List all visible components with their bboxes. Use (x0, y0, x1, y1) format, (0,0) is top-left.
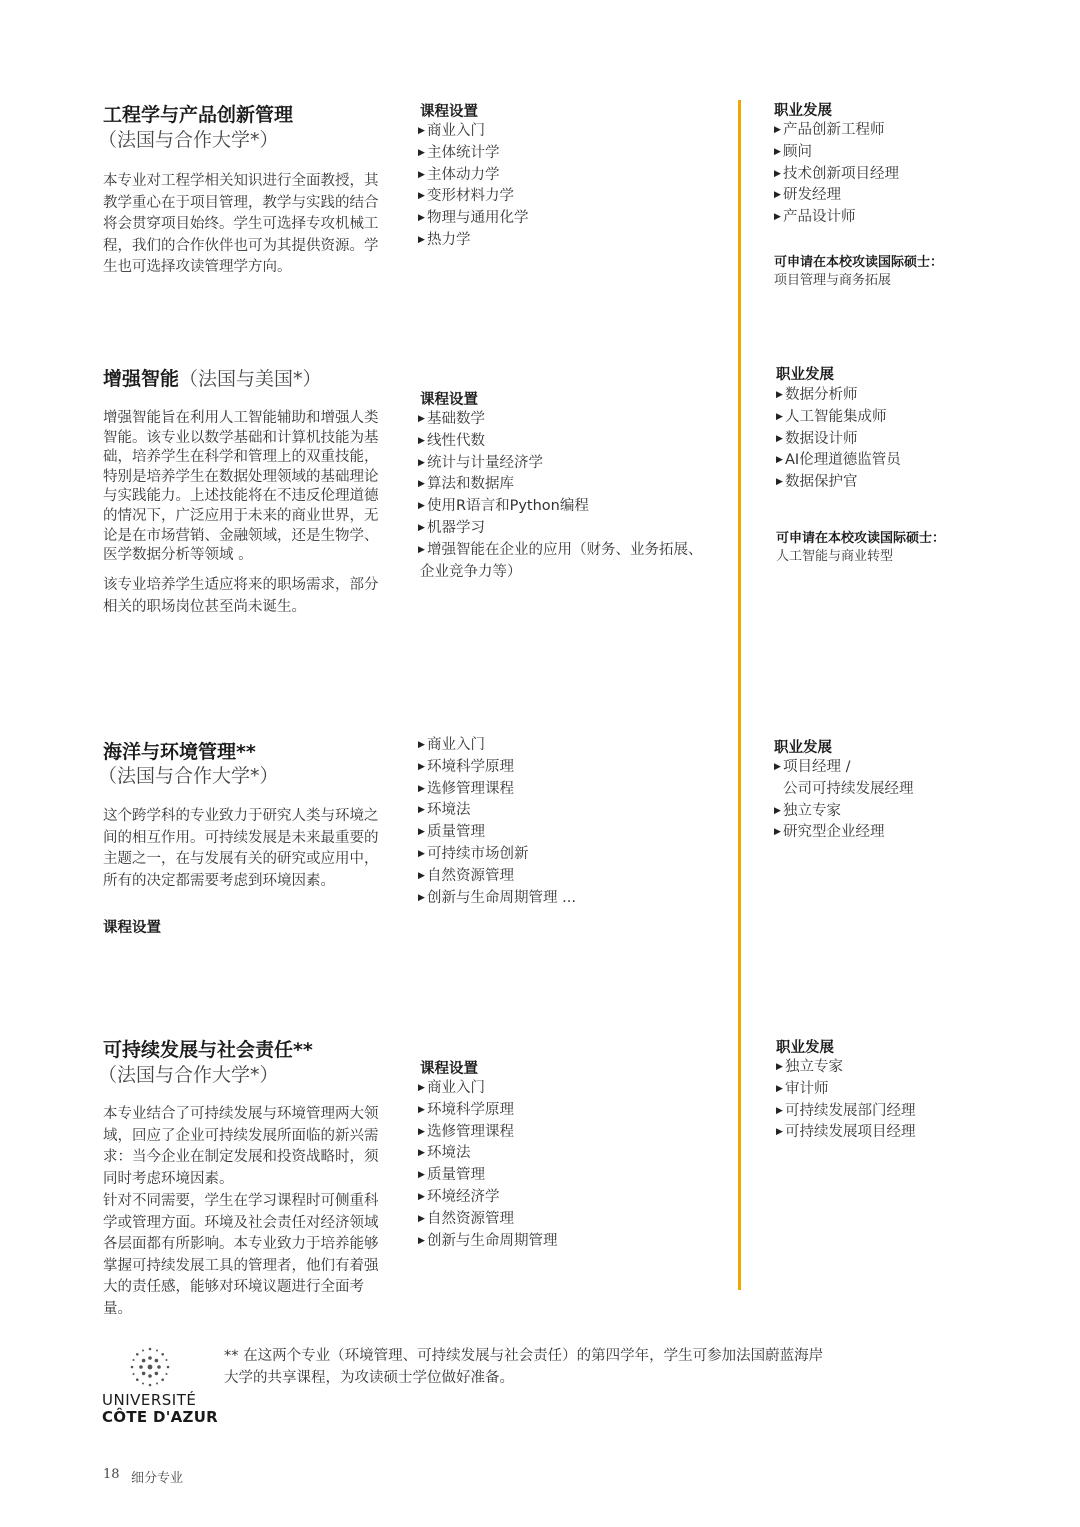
list-item: ▶ 质量管理 (418, 822, 576, 844)
list-item: ▶ 项目经理 / (774, 757, 914, 779)
triangle-bullet-icon: ▶ (418, 544, 425, 555)
vertical-divider (738, 100, 741, 1290)
triangle-bullet-icon: ▶ (776, 390, 783, 400)
section2-courses-list (418, 409, 703, 583)
list-item: ▶ 质量管理 (418, 1165, 558, 1187)
triangle-bullet-icon: ▶ (418, 1170, 425, 1181)
section4-description: 本专业结合了可持续发展与环境管理两大领域，回应了企业可持续发展所面临的新兴需求：当今企业在制定发展和投资战略时，须同时考虑环境因素。 (103, 1106, 379, 1187)
section1-master-header: 可申请在本校攻读国际硕士： (774, 255, 944, 270)
list-item: ▶ 使用R语言和Python编程 (418, 496, 703, 518)
triangle-bullet-icon: ▶ (776, 455, 783, 466)
section3-courses-list (418, 735, 576, 909)
section4-description-2: 针对不同需要，学生在学习课程时可侧重科学或管理方面。环境及社会责任对经济领域各层面都有所影响。本专业致力于培养能够掌握可持续发展工具的管理者，他们有着强大的责任感，能够对环境议题进行全面考量。 (103, 1193, 379, 1317)
triangle-bullet-icon: ▶ (774, 125, 781, 135)
section1-description: 本专业对工程学相关知识进行全面教授，其教学重心在于项目管理，教学与实践的结合将会贯穿项目始终。学生可选择专攻机械工程，我们的合作伙伴也可为其提供资源。学生也可选择攻读管理学方向。 (103, 173, 379, 275)
list-item: ▶ 可持续市场创新 (418, 844, 576, 866)
list-item: ▶ 人工智能集成师 (776, 407, 901, 429)
triangle-bullet-icon: ▶ (774, 190, 781, 201)
triangle-bullet-icon: ▶ (418, 191, 425, 202)
list-item: ▶ 研发经理 (774, 185, 899, 207)
section2-master-value: 人工智能与商业转型 (776, 549, 894, 564)
university-logo-icon (128, 1345, 172, 1389)
list-item: ▶ 选修管理课程 (418, 1122, 558, 1144)
list-item: ▶ 基础数学 (418, 409, 703, 431)
list-item: ▶ 环境科学原理 (418, 757, 576, 779)
section4-career-list (776, 1057, 916, 1144)
footnote: ** 在这两个专业（环境管理、可持续发展与社会责任）的第四学年，学生可参加法国蔚蓝海岸大学的共享课程，为攻读硕士学位做好准备。 (224, 1348, 824, 1386)
section1-master-value: 项目管理与商务拓展 (774, 273, 892, 288)
section3-career-list (774, 757, 914, 844)
triangle-bullet-icon: ▶ (418, 126, 425, 136)
list-item: ▶ 增强智能在企业的应用（财务、业务拓展、 (418, 540, 703, 562)
triangle-bullet-icon: ▶ (418, 870, 425, 881)
section1-courses-list (418, 121, 529, 252)
section2-description: 增强智能旨在利用人工智能辅助和增强人类智能。该专业以数学基础和计算机技能为基础，培养学生在科学和管理上的双重技能，特别是培养学生在数据处理领域的基础理论与实践能力。上述技能将在不违反伦理道德的情况下，广泛应用于未来的商业世界，无论是在市场营销、金融领域，还是生物学、医学数据分析等领域 。 (103, 410, 379, 564)
list-item: ▶ 热力学 (418, 230, 529, 252)
section4-title: 可持续发展与社会责任** (103, 1039, 313, 1061)
list-item: ▶ 线性代数 (418, 431, 703, 453)
list-item: ▶ 商业入门 (418, 1078, 558, 1100)
list-item: ▶ 环境法 (418, 1143, 558, 1165)
list-item-continuation: 企业竞争力等） (420, 563, 522, 580)
list-item: ▶ 独立专家 (774, 801, 914, 823)
list-item: ▶ 算法和数据库 (418, 474, 703, 496)
list-item: ▶ 技术创新项目经理 (774, 164, 899, 186)
list-item: ▶ 数据分析师 (776, 385, 901, 407)
triangle-bullet-icon: ▶ (418, 522, 425, 533)
list-item: ▶ 变形材料力学 (418, 186, 529, 208)
triangle-bullet-icon: ▶ (418, 761, 425, 772)
list-item: ▶ 数据设计师 (776, 429, 901, 451)
triangle-bullet-icon: ▶ (418, 1126, 425, 1137)
triangle-bullet-icon: ▶ (418, 169, 425, 180)
section2-career-header: 职业发展 (776, 367, 834, 383)
list-item: ▶ 环境科学原理 (418, 1100, 558, 1122)
triangle-bullet-icon: ▶ (776, 477, 783, 488)
triangle-bullet-icon: ▶ (418, 501, 425, 512)
list-item: ▶ 顾问 (774, 142, 899, 164)
section4-courses-list (418, 1078, 558, 1252)
section2-courses-header: 课程设置 (420, 392, 478, 408)
triangle-bullet-icon: ▶ (418, 848, 425, 859)
triangle-bullet-icon: ▶ (774, 827, 781, 838)
list-item: ▶ 机器学习 (418, 518, 703, 540)
triangle-bullet-icon: ▶ (418, 1235, 425, 1246)
section1-career-list (774, 120, 899, 229)
triangle-bullet-icon: ▶ (774, 168, 781, 179)
triangle-bullet-icon: ▶ (774, 762, 781, 772)
triangle-bullet-icon: ▶ (774, 805, 781, 816)
section2-subtitle: （法国与美国*） (179, 368, 322, 390)
triangle-bullet-icon: ▶ (774, 146, 781, 157)
triangle-bullet-icon: ▶ (418, 1191, 425, 1202)
list-item: ▶ 主体统计学 (418, 143, 529, 165)
triangle-bullet-icon: ▶ (418, 1148, 425, 1159)
list-item: ▶ 审计师 (776, 1079, 916, 1101)
section2-master-header: 可申请在本校攻读国际硕士： (776, 531, 946, 546)
list-item: ▶ 创新与生命周期管理 (418, 1231, 558, 1253)
triangle-bullet-icon: ▶ (418, 414, 425, 424)
list-item: ▶ 可持续发展项目经理 (776, 1122, 916, 1144)
section3-title: 海洋与环境管理** (103, 741, 256, 763)
section1-courses-header: 课程设置 (420, 104, 478, 120)
section1-subtitle: （法国与合作大学*） (98, 129, 279, 151)
triangle-bullet-icon: ▶ (418, 1104, 425, 1115)
section1-title: 工程学与产品创新管理 (103, 104, 294, 126)
triangle-bullet-icon: ▶ (776, 1083, 783, 1094)
list-item: ▶ 可持续发展部门经理 (776, 1101, 916, 1123)
triangle-bullet-icon: ▶ (418, 435, 425, 446)
list-item: ▶ 主体动力学 (418, 165, 529, 187)
logo-text-line2: CÔTE D'AZUR (102, 1408, 219, 1426)
section3-courses-header: 课程设置 (103, 920, 161, 936)
triangle-bullet-icon: ▶ (776, 411, 783, 422)
list-item: ▶ 自然资源管理 (418, 866, 576, 888)
list-item: ▶ 商业入门 (418, 735, 576, 757)
triangle-bullet-icon: ▶ (418, 213, 425, 224)
triangle-bullet-icon: ▶ (418, 827, 425, 838)
section3-career-header: 职业发展 (774, 740, 832, 756)
triangle-bullet-icon: ▶ (418, 147, 425, 158)
section4-courses-header: 课程设置 (420, 1061, 478, 1077)
section4-career-header: 职业发展 (776, 1040, 834, 1056)
list-item: ▶ 数据保护官 (776, 472, 901, 494)
triangle-bullet-icon: ▶ (418, 805, 425, 816)
list-item-continuation: 公司可持续发展经理 (783, 780, 914, 797)
list-item: ▶ 自然资源管理 (418, 1209, 558, 1231)
section1-career-header: 职业发展 (774, 103, 832, 119)
triangle-bullet-icon: ▶ (418, 234, 425, 245)
section2-career-list (776, 385, 901, 494)
triangle-bullet-icon: ▶ (418, 740, 425, 750)
triangle-bullet-icon: ▶ (776, 1062, 783, 1072)
triangle-bullet-icon: ▶ (776, 1105, 783, 1116)
section2-title: 增强智能 (103, 368, 180, 390)
triangle-bullet-icon: ▶ (418, 892, 425, 903)
page-section-label: 细分专业 (131, 1471, 184, 1486)
list-item: ▶ AI伦理道德监管员 (776, 450, 901, 472)
logo-text-line1: UNIVERSITÉ (102, 1391, 197, 1409)
list-item: ▶ 创新与生命周期管理 ... (418, 888, 576, 910)
section3-subtitle: （法国与合作大学*） (98, 765, 279, 787)
list-item: ▶ 商业入门 (418, 121, 529, 143)
section4-subtitle: （法国与合作大学*） (98, 1064, 279, 1086)
triangle-bullet-icon: ▶ (418, 479, 425, 490)
triangle-bullet-icon: ▶ (776, 1127, 783, 1138)
triangle-bullet-icon: ▶ (776, 433, 783, 444)
list-item: ▶ 独立专家 (776, 1057, 916, 1079)
triangle-bullet-icon: ▶ (418, 457, 425, 468)
page-number: 18 (103, 1467, 120, 1482)
section2-title-row (103, 364, 322, 391)
triangle-bullet-icon: ▶ (418, 1213, 425, 1224)
list-item: ▶ 研究型企业经理 (774, 822, 914, 844)
triangle-bullet-icon: ▶ (418, 1083, 425, 1093)
list-item: ▶ 产品设计师 (774, 207, 899, 229)
triangle-bullet-icon: ▶ (418, 783, 425, 794)
triangle-bullet-icon: ▶ (774, 212, 781, 223)
list-item: ▶ 物理与通用化学 (418, 208, 529, 230)
section3-description: 这个跨学科的专业致力于研究人类与环境之间的相互作用。可持续发展是未来最重要的主题之一，在与发展有关的研究或应用中，所有的决定都需要考虑到环境因素。 (103, 808, 379, 889)
list-item: ▶ 产品创新工程师 (774, 120, 899, 142)
list-item: ▶ 统计与计量经济学 (418, 453, 703, 475)
list-item: ▶ 环境经济学 (418, 1187, 558, 1209)
section2-description-2: 该专业培养学生适应将来的职场需求，部分相关的职场岗位甚至尚未诞生。 (103, 577, 379, 615)
list-item: ▶ 环境法 (418, 800, 576, 822)
list-item: ▶ 选修管理课程 (418, 779, 576, 801)
